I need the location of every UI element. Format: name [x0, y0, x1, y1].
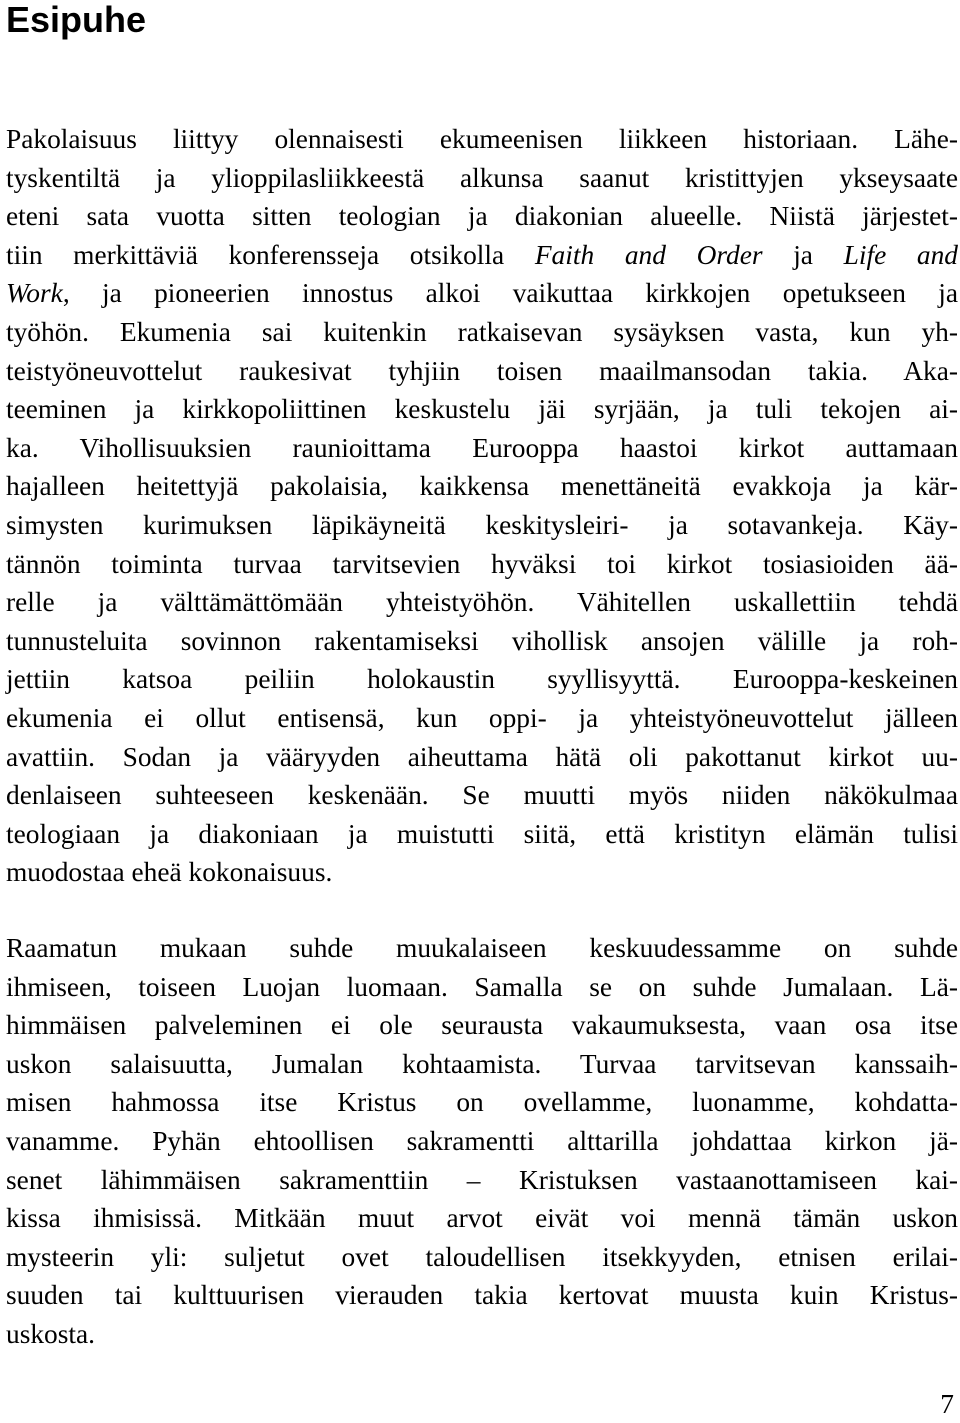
text-line: teologiaan ja diakoniaan ja muistutti siitä, että kristityn elämän tulisi	[6, 818, 958, 849]
text-line: ka. Vihollisuuksien raunioittama Eurooppa haastoi kirkot auttamaan	[6, 432, 958, 463]
text-line: kissa ihmisissä. Mitkään muut arvot eivät voi mennä tämän uskon	[6, 1203, 958, 1234]
text-line: ihmiseen, toiseen Luojan luomaan. Samalla se on suhde Jumalaan. Lä-	[6, 971, 958, 1002]
text-segment: ja	[793, 239, 813, 270]
page-number: 7	[940, 1389, 954, 1419]
paragraph-2	[6, 929, 958, 1354]
text-line: misen hahmossa itse Kristus on ovellamme, luonamme, kohdatta-	[6, 1087, 958, 1118]
text-line: denlaiseen suhteeseen keskenään. Se muutti myös niiden näkökulmaa	[6, 780, 958, 811]
paragraph-1	[6, 120, 958, 892]
text-line: tännön toiminta turvaa tarvitsevien hyväksi toi kirkot tosiasioiden ää-	[6, 548, 958, 579]
text-line: avattiin. Sodan ja vääryyden aiheuttama hätä oli pakottanut kirkot uu-	[6, 741, 958, 772]
text-line: uskon salaisuutta, Jumalan kohtaamista. Turvaa tarvitsevan kanssaih-	[6, 1048, 958, 1079]
text-segment: , ja pioneerien innostus alkoi vaikuttaa kirkkojen opetukseen ja	[62, 278, 958, 309]
text-line: muodostaa eheä kokonaisuus.	[6, 857, 333, 888]
text-line	[6, 274, 958, 313]
text-line: Raamatun mukaan suhde muukalaiseen keskuudessamme on suhde	[6, 933, 958, 963]
text-line: himmäisen palveleminen ei ole seurausta vakaumuksesta, vaan osa itse	[6, 1010, 958, 1041]
text-line: teeminen ja kirkkopoliittinen keskustelu jäi syrjään, ja tuli tekojen ai-	[6, 394, 958, 425]
text-line: uskosta.	[6, 1318, 96, 1349]
text-line: relle ja välttämättömään yhteistyöhön. Vähitellen uskallettiin tehdä	[6, 587, 958, 618]
text-line: mysteerin yli: suljetut ovet taloudellisen itsekkyyden, etnisen erilai-	[6, 1241, 958, 1272]
italic-title: Work	[6, 278, 63, 309]
page-title: Esipuhe	[6, 0, 147, 40]
text-line: vanamme. Pyhän ehtoollisen sakramentti alttarilla johdattaa kirkon jä-	[6, 1125, 958, 1156]
text-line: tunnusteluita sovinnon rakentamiseksi vihollisk ansojen välille ja roh-	[6, 625, 958, 656]
text-line: jettiin katsoa peiliin holokaustin syyllisyyttä. Eurooppa-keskeinen	[6, 664, 958, 695]
text-segment: tiin merkittäviä konferensseja otsikolla	[6, 239, 505, 270]
text-line: eteni sata vuotta sitten teologian ja diakonian alueelle. Niistä järjestet-	[6, 201, 958, 232]
text-line: tyskentiltä ja ylioppilasliikkeestä alkunsa saanut kristittyjen ykseysaate	[6, 162, 958, 193]
italic-title: Life and	[843, 239, 958, 270]
italic-title: Faith and Order	[534, 239, 763, 270]
text-line	[6, 236, 958, 275]
text-line: ekumenia ei ollut entisensä, kun oppi- ja yhteistyöneuvottelut jälleen	[6, 702, 958, 733]
text-line: senet lähimmäisen sakramenttiin – Kristuksen vastaanottamiseen kai-	[6, 1164, 958, 1195]
text-line: hajalleen heitettyjä pakolaisia, kaikkensa menettäneitä evakkoja ja kär-	[6, 471, 958, 502]
text-line: teistyöneuvottelut raukesivat tyhjiin toisen maailmansodan takia. Aka-	[6, 355, 958, 386]
text-line: suuden tai kulttuurisen vierauden takia kertovat muusta kuin Kristus-	[6, 1280, 958, 1311]
text-line: simysten kurimuksen läpikäyneitä keskitysleiri- ja sotavankeja. Käy-	[6, 509, 958, 540]
text-line: työhön. Ekumenia sai kuitenkin ratkaisevan sysäyksen vasta, kun yh-	[6, 316, 958, 347]
text-line: Pakolaisuus liittyy olennaisesti ekumeenisen liikkeen historiaan. Lähe-	[6, 124, 958, 154]
